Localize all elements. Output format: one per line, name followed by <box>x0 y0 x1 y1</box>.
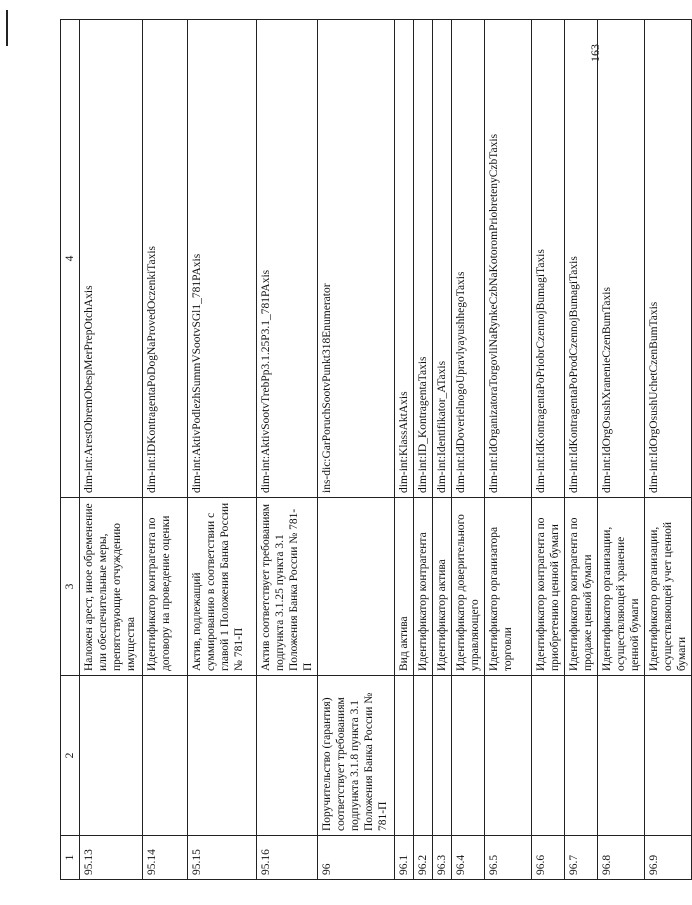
row-title <box>532 676 565 836</box>
table-header-row <box>61 20 80 880</box>
margin-rule <box>6 10 8 46</box>
row-title <box>395 676 414 836</box>
table-row <box>452 20 485 880</box>
row-description: Идентификатор организатора торговли <box>485 498 532 676</box>
row-number: 96.4 <box>452 836 485 880</box>
row-description: Идентификатор контрагента по договору на проведение оценки <box>143 498 188 676</box>
row-title <box>645 676 692 836</box>
table-row <box>598 20 645 880</box>
row-code: dim-int:IdOrganizatoraTorgovliNaRynkeCzbNaKotoromPriobretenyCzbTaxis <box>485 20 532 498</box>
row-code: dim-int:IDKontragentaPoDogNaProvedOczenkiTaxis <box>143 20 188 498</box>
header-cell: 2 <box>61 676 80 836</box>
row-description: Идентификатор контрагента по приобретению ценной бумаги <box>532 498 565 676</box>
table-row <box>565 20 598 880</box>
row-number: 96.1 <box>395 836 414 880</box>
table-row <box>80 20 143 880</box>
table-row <box>257 20 318 880</box>
header-cell: 1 <box>61 836 80 880</box>
row-title <box>414 676 433 836</box>
row-description: Идентификатор организации, осуществляющей хранение ценной бумаги <box>598 498 645 676</box>
row-title <box>452 676 485 836</box>
row-number: 96.7 <box>565 836 598 880</box>
row-number: 96.2 <box>414 836 433 880</box>
row-number: 95.13 <box>80 836 143 880</box>
row-number: 96.8 <box>598 836 645 880</box>
row-description: Идентификатор организации, осуществляющей учет ценной бумаги <box>645 498 692 676</box>
data-table <box>60 19 692 880</box>
table-row <box>395 20 414 880</box>
row-title: Поручительство (гарантия) соответствует требованиям подпункта 3.1.8 пункта 3.1 Положения Банка России № 781-П <box>318 676 395 836</box>
table-row <box>433 20 452 880</box>
row-number: 95.16 <box>257 836 318 880</box>
row-description: Идентификатор актива <box>433 498 452 676</box>
row-description: Актив соответствует требованиям подпункта 3.1.25 пункта 3.1 Положения Банка России № 781-П <box>257 498 318 676</box>
row-description: Идентификатор контрагента по продаже ценной бумаги <box>565 498 598 676</box>
row-code: dim-int:IdOrgOsushUchetCzenBumTaxis <box>645 20 692 498</box>
row-title <box>598 676 645 836</box>
table-row <box>532 20 565 880</box>
row-code: dim-int:IdDoverielnogoUpravlyayushhegoTaxis <box>452 20 485 498</box>
row-number: 96.3 <box>433 836 452 880</box>
row-code: dim-int:ID_KontragentaTaxis <box>414 20 433 498</box>
row-code: dim-int:IdKontragentaPoPriobrCzennojBumagiTaxis <box>532 20 565 498</box>
row-code: dim-int:IdKontragentaPoProdCzennojBumagiTaxis <box>565 20 598 498</box>
row-description: Вид актива <box>395 498 414 676</box>
table-row <box>318 20 395 880</box>
row-number: 96.5 <box>485 836 532 880</box>
row-number: 96.9 <box>645 836 692 880</box>
page-number: 163 <box>588 44 602 62</box>
table-row <box>414 20 433 880</box>
row-code: dim-int:KlassAktAxis <box>395 20 414 498</box>
row-title <box>143 676 188 836</box>
row-title <box>80 676 143 836</box>
header-cell: 3 <box>61 498 80 676</box>
row-code: dim-int:IdOrgOsushXranenieCzenBumTaxis <box>598 20 645 498</box>
row-number: 96.6 <box>532 836 565 880</box>
row-code: dim-int:Identifikator_ATaxis <box>433 20 452 498</box>
row-description: Наложен арест, иное обременение или обеспечительные меры, препятствующие отчуждению имущества <box>80 498 143 676</box>
table-row <box>188 20 257 880</box>
row-number: 95.15 <box>188 836 257 880</box>
row-code: dim-int:ArestObremObespMerPrepOtchAxis <box>80 20 143 498</box>
header-cell: 4 <box>61 20 80 498</box>
row-description: Актив, подлежащий суммированию в соответствии с главой 1 Положения Банка России № 781-П <box>188 498 257 676</box>
row-title <box>565 676 598 836</box>
row-description: Идентификатор контрагента <box>414 498 433 676</box>
row-code: ins-dic:GarPoruchSootvPunkt318Enumerator <box>318 20 395 498</box>
row-number: 95.14 <box>143 836 188 880</box>
row-code: dim-int:AktivSootvTrebPp3.1.25P3.1_781PAxis <box>257 20 318 498</box>
row-title <box>485 676 532 836</box>
row-description <box>318 498 395 676</box>
row-code: dim-int:AktivPodlezhSummVSootvSGl1_781PAxis <box>188 20 257 498</box>
row-title <box>433 676 452 836</box>
row-description: Идентификатор доверительного управляющего <box>452 498 485 676</box>
table-row <box>485 20 532 880</box>
table-row <box>645 20 692 880</box>
row-title <box>257 676 318 836</box>
row-number: 96 <box>318 836 395 880</box>
table-row <box>143 20 188 880</box>
row-title <box>188 676 257 836</box>
